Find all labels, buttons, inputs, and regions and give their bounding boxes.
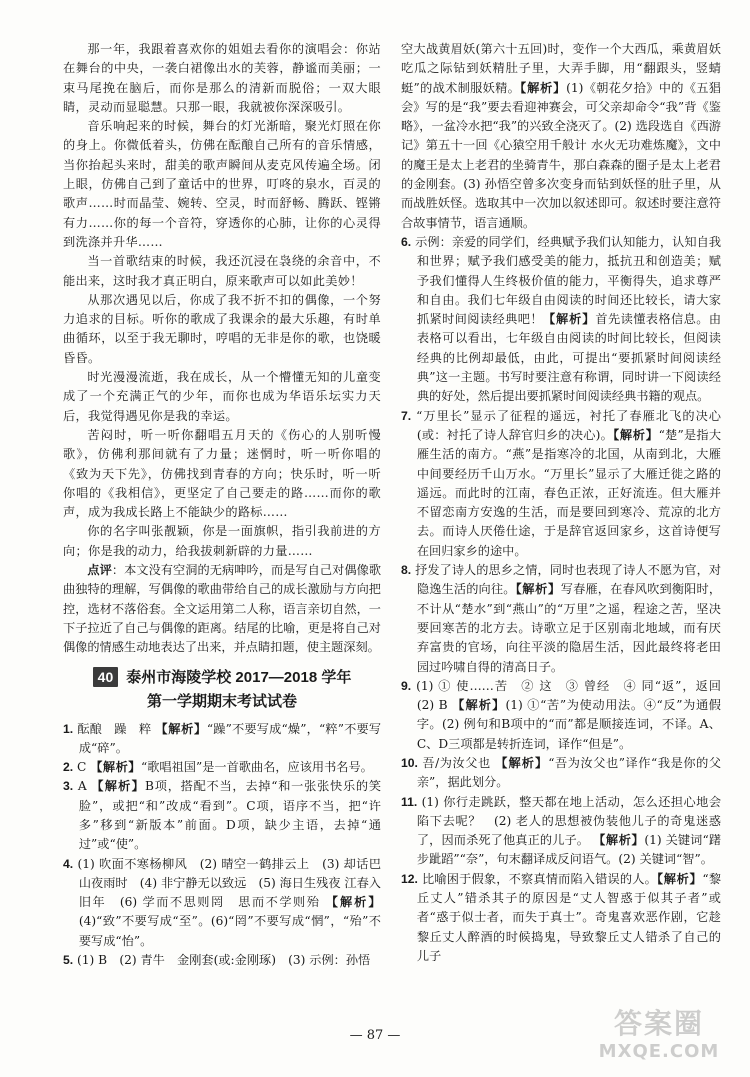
essay-paragraph: 你的名字叫张靓颖，你是一面旗帜，指引我前进的方向；你是我的动力，给我拔刺新辟的力量……: [63, 524, 381, 558]
comment-label: 点评: [87, 563, 112, 578]
analysis-tag: 【解析】: [90, 760, 141, 775]
left-column: [63, 40, 381, 970]
analysis-text: (4)“致”不要写成“至”。(6)“罔”不要写成“惘”，“殆”不要写成“怡”。: [78, 914, 381, 948]
analysis-text: (1)《朝花夕拾》中的《五猖会》写的是“我”要去看迎神赛会，可父亲却命令“我”背《鉴略》，一盆冷水把“我”的兴致全浇灭了。(2) 选段选自《西游记》第五十一回《心猿空用千般计 水火无功难炼魔》，文中的魔王是太上老君的坐骑青牛，那白森森的圈子是太上老君的金刚套。(3) 孙悟空曾多次变身而钻到妖怪的肚子里，从而战胜妖怪。选取其中一次加以叙述即可。叙述时要注意符合故事情节，语言通顺。: [401, 80, 721, 230]
analysis-tag: 【解析】: [452, 698, 506, 713]
analysis-tag: 【解析】: [325, 895, 382, 910]
answer-item: [63, 951, 381, 970]
question-number: 9.: [401, 678, 412, 693]
essay-paragraph: 那一年，我跟着喜欢你的姐姐去看你的演唱会：你站在舞台的中央，一袭白裙像出水的芙蓉，静谧而美丽；一束马尾挽在脑后，而你是那么的清新而脱俗；一双大眼睛，灵动而显聪慧。只那一眼，我就被你深深吸引。: [63, 42, 381, 114]
section-heading: [63, 666, 381, 714]
question-number: 7.: [401, 408, 412, 423]
analysis-text: “楚”是指大雁生活的南方。“燕”是指寒冷的北国，从南到北，大雁中间要经历千山万水。“万里长”显示了大雁迁徙之路的遥远。而此时的江南，春色正浓，正好流连。但大雁并不留恋南方安逸的生活，而是要回到寒冷、荒凉的北方去。而诗人厌倦仕途，于是辞官返回家乡，这首诗便写在回归家乡的途中。: [416, 427, 722, 558]
answer-item: [401, 870, 721, 966]
question-number: 12.: [401, 871, 418, 886]
question-number: 6.: [401, 234, 412, 249]
answer-item: [401, 793, 721, 870]
section-number-badge: 40: [93, 667, 119, 687]
question-number: 5.: [63, 953, 74, 968]
analysis-text: (1) 关键词“躇步跐蹈”“奈”，句末翻译成反问语气。(2) 关键词“智”。: [416, 833, 722, 867]
right-column: [401, 40, 734, 966]
essay-paragraph: 音乐响起来的时候，舞台的灯光渐暗，聚光灯照在你的身上。你微低着头，仿佛在酝酿自己所有的音乐情感，当你抬起头来时，甜美的歌声瞬间从麦克风传遍全场。闭上眼，仿佛自己到了童话中的世界，叮咚的泉水，百灵的歌声……时而晶莹、婉转、空灵，时而舒畅、腾跃、铿锵有力……你的每一个音符，穿透你的心肺，让你的心灵得到洗涤并升华……: [63, 119, 381, 249]
analysis-tag: 【解析】: [155, 721, 207, 736]
answer-text: “万里长”显示了征程的遥远，衬托了春雁北飞的决心(或：衬托了诗人辞官归乡的决心)。: [416, 408, 721, 442]
answer-item: [401, 407, 721, 561]
analysis-text: 首先读懂表格信息。由表格可以看出，七年级自由阅读的时间比较长，但阅读经典的比例却最低，由此，可提出“要抓紧时间阅读经典”这一主题。书写时要注意有称谓，同时讲一下阅读经典的好处，然后提出要抓紧时间阅读经典书籍的观点。: [416, 312, 722, 404]
answer-item: [401, 754, 721, 793]
analysis-text: “歌唱祖国”是一首歌曲名，应该用书名号。: [141, 760, 373, 775]
analysis-tag: 【解析】: [613, 427, 659, 442]
analysis-text: “吾为汝父也”译作“我是你的父亲”，据此划分。: [416, 755, 722, 790]
answer-text: 酝酿 躁 粹: [77, 721, 152, 736]
answer-continuation: [401, 40, 721, 233]
watermark-line1: 答案圈: [613, 1007, 704, 1040]
watermark-line2: MXQE.COM: [598, 1041, 720, 1062]
analysis-text: “黎丘丈人”错杀其子的原因是“丈人智惑于似其子者”或者“惑于似士者，而失于真士”。奇鬼喜欢恶作剧，它趁黎丘丈人醉酒的时候捣鬼，导致黎丘丈人错杀了自己的儿子: [416, 871, 722, 963]
analysis-text: “躁”不要写成“燥”，“粹”不要写成“碎”。: [78, 721, 382, 755]
analysis-tag: 【解析】: [495, 755, 549, 770]
analysis-tag: 【解析】: [542, 312, 596, 327]
comment-text: ：本文没有空洞的无病呻吟，而是写自己对偶像歌曲独特的理解，写偶像的歌曲带给自己的成长激励与方向把控，选材不落俗套。全文运用第二人称，语言亲切自然，一下子拉近了自己与偶像的距离。结尾的比喻，更是将自己对偶像的情感生动地表达了出来，并点睛扣题，使主题深刻。: [63, 563, 382, 655]
question-number: 3.: [63, 779, 74, 794]
analysis-text: B项，搭配不当，去掉“和一张张快乐的笑脸”，或把“和”改成“看到”。C项，语序不当，把“许多”移到“新版本”前面。D项，缺少主语，去掉“通过”或“使”。: [78, 779, 382, 852]
question-number: 8.: [401, 563, 412, 578]
answer-item: [401, 561, 721, 677]
answer-text: C: [77, 760, 87, 775]
essay-paragraph: 时光漫漫流逝，我在成长，从一个懵懂无知的儿童变成了一个充满正气的少年，而你也成为华语乐坛实力天后，我觉得遇见你是我的幸运。: [63, 370, 381, 423]
answer-item: [401, 677, 734, 754]
essay-paragraph: 当一首歌结束的时候，我还沉浸在袅绕的余音中，不能出来，这时我才真正明白，原来歌声可以如此美妙！: [63, 254, 381, 288]
answer-text: (1) ① 使……苦 ② 这 ③ 曾经 ④ 同“返”，返回 (2) B: [416, 678, 734, 713]
question-number: 11.: [401, 794, 418, 809]
answer-text: (1) 你行走跳跃，整天都在地上活动，怎么还担心地会陷下去呢？ (2) 老人的思想被伪装他儿子的奇鬼迷惑了，因而杀死了他真正的儿子。: [416, 794, 722, 848]
answer-item: [63, 855, 381, 951]
answer-text: 比喻困于假象，不察真情而陷入错误的人。: [422, 871, 658, 886]
answer-text: A: [77, 779, 87, 794]
answer-text: 示例：亲爱的同学们，经典赋予我们认知能力，认知自我和世界；赋予我们感受美的能力，抵抗丑和创造美；赋予我们懂得人生终极价值的能力，平衡得失，追求尊严和自由。我们七年级自由阅读的时间还比较长，请大家抓紧时间阅读经典吧！: [415, 234, 722, 327]
analysis-tag: 【解析】: [520, 80, 567, 95]
answer-item: [401, 233, 721, 407]
question-number: 1.: [63, 721, 74, 736]
analysis-tag: 【解析】: [91, 779, 146, 794]
answer-item: [63, 720, 381, 759]
essay-paragraph: 从那次遇见以后，你成了我不折不扣的偶像，一个努力追求的目标。听你的歌成了我课余的最大乐趣，有时单曲循环，以至于我无聊时，哼唱的无非是你的歌，也饶暖昏昏。: [63, 292, 381, 365]
answer-item: [63, 758, 381, 777]
answer-text: (1) B (2) 青牛 金刚套(或:金刚琢) (3) 示例：孙悟: [77, 953, 371, 968]
answer-text: (1) 吹面不寒杨柳风 (2) 晴空一鹤排云上 (3) 却话巴山夜雨时 (4) 非宁静无以致远 (5) 海日生残夜 江春入旧年 (6) 学而不思则罔 思而不学则殆: [77, 856, 382, 910]
question-number: 4.: [63, 856, 74, 871]
analysis-text: 写春雁，在春风吹到衡阳时，不计从“楚水”到“燕山”的“万里”之遥，程途之苦，坚决要回寒苦的北方去。诗歌立足于区别南北地域，而有厌弃富贵的官场，向往平淡的隐居生活，因此最终将老田园过吟啸自得的清高日子。: [416, 582, 722, 674]
analysis-text: (1) ①“苦”为使动用法。④“反”为通假字。(2) 例句和B项中的“而”都是顺接连词，不译。A、C、D三项都是转折连词，译作“但是”。: [416, 698, 721, 751]
analysis-tag: 【解析】: [515, 582, 561, 597]
section-title-line2: 第一学期期末考试试卷: [146, 692, 297, 710]
answer-text: 空大战黄眉妖(第六十五回)时，变作一个大西瓜，乘黄眉妖吃瓜之际钻到妖精肚子里，大弄手脚，用“翻跟头，竖蜻蜓”的战术制服妖精。: [401, 42, 721, 95]
comment-paragraph: [63, 561, 381, 657]
answer-text: 抒发了诗人的思乡之情，同时也表现了诗人不愿为官，对隐逸生活的向往。: [415, 563, 722, 597]
section-title-line1: 泰州市海陵学校 2017—2018 学年: [126, 668, 352, 686]
essay-paragraph: 苦闷时，听一听你翻唱五月天的《伤心的人别听慢歌》，仿佛利那间就有了力量；迷惘时，听一听你唱的《致为天下先》，仿佛找到青春的方向；快乐时，听一听你唱的《我相信》，更坚定了自己要走的路……而你的歌声，成为我成长路上不能缺少的路标……: [63, 427, 381, 520]
answer-item: [63, 777, 381, 854]
analysis-tag: 【解析】: [657, 871, 703, 886]
site-watermark-logo: [584, 1007, 734, 1069]
answer-text: 吾/为汝父也: [422, 755, 491, 770]
page-number: — 87 —: [349, 1028, 401, 1043]
question-number: 10.: [401, 755, 418, 770]
question-number: 2.: [63, 760, 74, 775]
analysis-tag: 【解析】: [593, 833, 645, 848]
